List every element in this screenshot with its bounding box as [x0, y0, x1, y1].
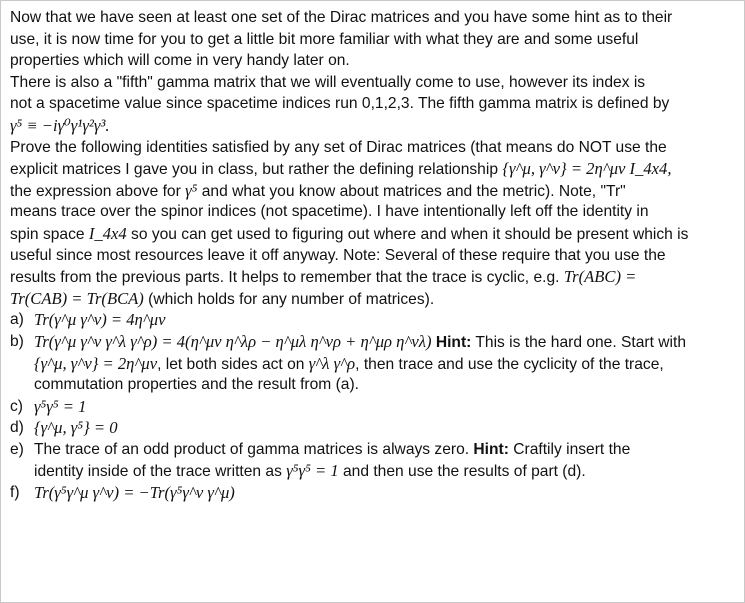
- item-b-cont-text-1: , let both sides act on: [157, 355, 309, 373]
- item-b-continuation-2: commutation properties and the result from (a).: [34, 376, 360, 394]
- list-item-b: [10, 331, 738, 353]
- intro-line-3: properties which will come in very handy later on.: [10, 52, 350, 70]
- instructions-line-7-text: results from the previous parts. It helps to remember that the trace is cyclic, e.g.: [10, 269, 564, 287]
- instructions-line-3-text-b: and what you know about matrices and the metric). Note, "Tr": [197, 182, 626, 200]
- item-e-text: The trace of an odd product of gamma matrices is always zero.: [34, 440, 474, 458]
- item-e-cont-text-b: and then use the results of part (d).: [338, 463, 586, 481]
- list-item-e: [10, 439, 738, 461]
- list-item-d: [10, 417, 738, 439]
- list-item-c: [10, 396, 738, 418]
- gamma5-definition: [10, 115, 738, 137]
- item-label: d): [10, 419, 24, 437]
- item-label: c): [10, 397, 23, 415]
- item-e-continuation: [10, 460, 738, 482]
- item-e-math: γ⁵γ⁵ = 1: [286, 461, 339, 481]
- instructions-line-2-text: explicit matrices I gave you in class, but rather the defining relationship: [10, 161, 503, 179]
- instructions-line-8-text: (which holds for any number of matrices).: [143, 290, 435, 308]
- hint-text: Craftily insert the: [508, 440, 631, 458]
- instructions-line-3: [10, 180, 738, 202]
- item-b-continuation-1: [10, 353, 738, 375]
- instructions-line-5-text-a: spin space: [10, 225, 89, 243]
- item-label: b): [10, 332, 24, 350]
- trace-cyclic-math-b: Tr(CAB) = Tr(BCA): [10, 288, 144, 308]
- list-item-f: [10, 482, 738, 504]
- intro-line-2: use, it is now time for you to get a little bit more familiar with what they are and some useful: [10, 30, 639, 48]
- instructions-line-5: [10, 223, 738, 245]
- instructions-line-3-text-a: the expression above for: [10, 182, 186, 200]
- instructions-line-7: [10, 266, 738, 288]
- item-d-math: {γ^μ, γ⁵} = 0: [34, 418, 118, 438]
- problem-text: [10, 7, 738, 504]
- item-e-cont-text-a: identity inside of the trace written as: [34, 463, 287, 481]
- instructions-line-1: Prove the following identities satisfied by any set of Dirac matrices (that means do NOT use the: [10, 138, 667, 156]
- list-item-a: [10, 309, 738, 331]
- identity-inline-math: I_4x4: [88, 223, 127, 243]
- intro-line-1: Now that we have seen at least one set of the Dirac matrices and you have some hint as to their: [10, 9, 673, 26]
- hint-label: Hint:: [435, 333, 472, 351]
- instructions-line-8: [10, 288, 738, 310]
- instructions-line-2: [10, 158, 738, 180]
- item-b-cont-text-2: , then trace and use the cyclicity of the trace,: [355, 355, 664, 373]
- clifford-relation-math: {γ^μ, γ^ν} = 2η^μν I_4x4,: [502, 159, 672, 179]
- trace-cyclic-math-a: Tr(ABC) =: [563, 267, 637, 287]
- instructions-line-4: means trace over the spinor indices (not spacetime). I have intentionally left off the identity in: [10, 203, 649, 221]
- instructions-line-6: useful since most resources leave it off anyway. Note: Several of these require that you use the: [10, 246, 666, 264]
- hint-label: Hint:: [473, 440, 509, 458]
- item-b-gamma-pair-math: γ^λ γ^ρ: [308, 353, 356, 373]
- item-c-math: γ⁵γ⁵ = 1: [34, 396, 87, 416]
- item-f-math: Tr(γ⁵γ^μ γ^ν) = −Tr(γ⁵γ^ν γ^μ): [34, 483, 235, 503]
- item-b-math: Tr(γ^μ γ^ν γ^λ γ^ρ) = 4(η^μν η^λρ − η^μλ η^νρ + η^μρ η^νλ): [34, 331, 432, 351]
- fifth-line-2: not a spacetime value since spacetime indices run 0,1,2,3. The fifth gamma matrix is defined by: [10, 95, 670, 113]
- item-a-math: Tr(γ^μ γ^ν) = 4η^μν: [34, 310, 166, 330]
- instructions-line-5-text-b: so you can get used to figuring out where and when it should be present which is: [126, 225, 689, 243]
- item-b-anticommutator-math: {γ^μ, γ^ν} = 2η^μν: [34, 353, 158, 373]
- hint-text: This is the hard one. Start with: [471, 333, 687, 351]
- item-label: a): [10, 311, 24, 329]
- item-label: f): [10, 484, 20, 502]
- item-label: e): [10, 440, 24, 458]
- gamma5-inline-math: γ⁵: [185, 180, 198, 200]
- gamma5-definition-math: γ⁵ ≡ −iγ⁰γ¹γ²γ³.: [10, 115, 110, 135]
- fifth-line-1: There is also a "fifth" gamma matrix that we will eventually come to use, however its index is: [10, 73, 646, 91]
